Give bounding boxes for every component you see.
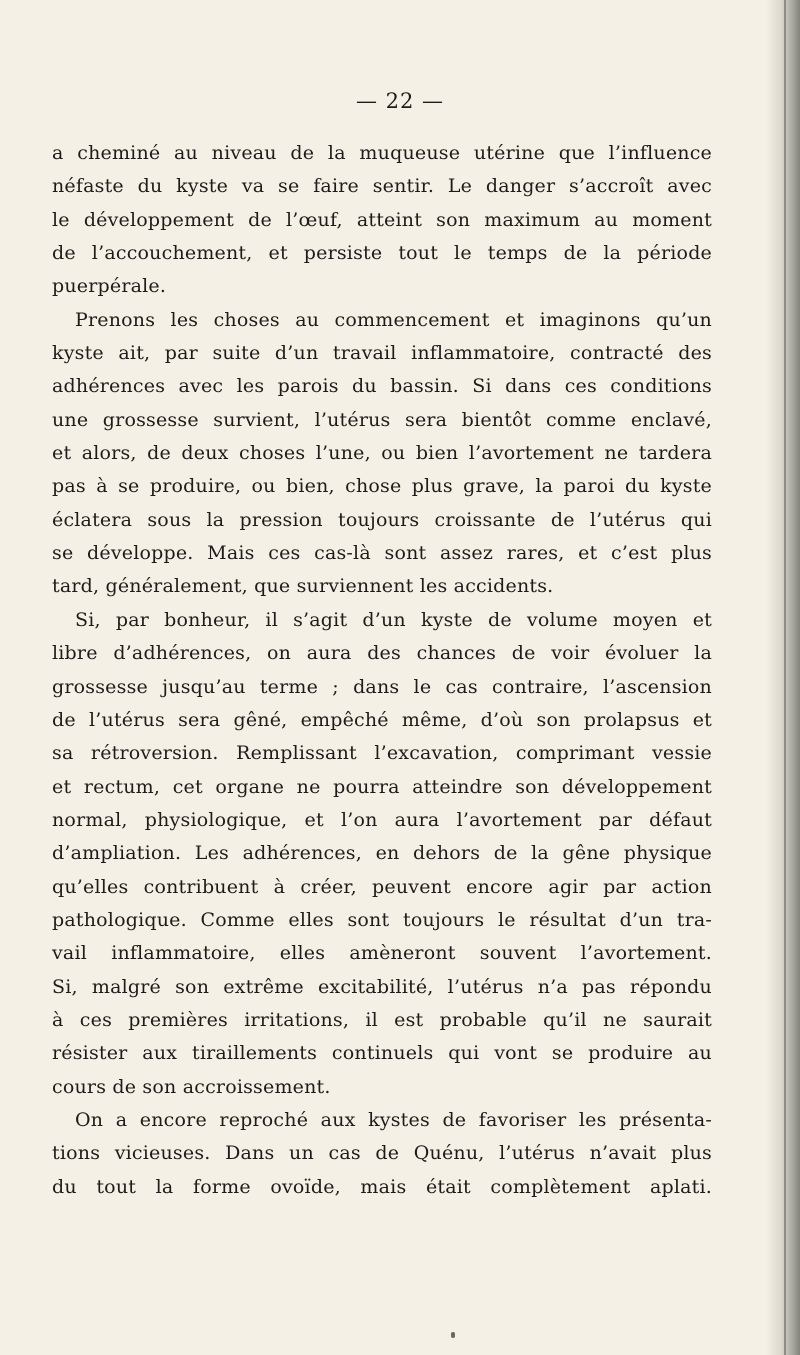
paragraph-1 (52, 137, 712, 304)
text-line: vail inflammatoire, elles amèneront souvent l’avortement. (52, 942, 712, 965)
text-line: de l’accouchement, et persiste tout le temps de la période (52, 242, 712, 265)
text-line: et alors, de deux choses l’une, ou bien l’avortement ne tardera (52, 442, 712, 465)
text-line: éclatera sous la pression toujours croissante de l’utérus qui (52, 508, 712, 531)
text-line: a cheminé au niveau de la muqueuse utérine que l’influence (52, 142, 712, 164)
text-line: Si, malgré son extrême excitabilité, l’utérus n’a pas répondu (52, 975, 712, 998)
text-line: tard, généralement, que surviennent les accidents. (52, 575, 554, 598)
text-line: cours de son accroissement. (52, 1075, 331, 1098)
text-line: pas à se produire, ou bien, chose plus grave, la paroi du kyste (52, 475, 712, 498)
text-line: une grossesse survient, l’utérus sera bientôt comme enclavé, (52, 408, 712, 431)
text-line: tions vicieuses. Dans un cas de Quénu, l’utérus n’avait plus (52, 1142, 712, 1165)
text-line: puerpérale. (52, 275, 167, 298)
text-line: résister aux tiraillements continuels qui vont se produire au (52, 1042, 712, 1065)
body-text (52, 137, 712, 1204)
text-line: de l’utérus sera gêné, empêché même, d’où son prolapsus et (52, 708, 712, 731)
paragraph-4 (52, 1104, 712, 1204)
text-line: normal, physiologique, et l’on aura l’avortement par défaut (52, 808, 712, 831)
text-line: Si, par bonheur, il s’agit d’un kyste de volume moyen et (75, 608, 712, 631)
text-line: néfaste du kyste va se faire sentir. Le danger s’accroît avec (52, 175, 712, 198)
text-line: kyste ait, par suite d’un travail inflammatoire, contracté des (52, 342, 712, 365)
paragraph-2 (52, 304, 712, 604)
text-line: grossesse jusqu’au terme ; dans le cas contraire, l’ascension (52, 675, 712, 698)
text-line: adhérences avec les parois du bassin. Si dans ces conditions (52, 375, 712, 398)
text-line: Prenons les choses au commencement et imaginons qu’un (75, 308, 712, 331)
text-line: se développe. Mais ces cas-là sont assez rares, et c’est plus (52, 542, 712, 565)
text-line: qu’elles contribuent à créer, peuvent encore agir par action (52, 875, 712, 898)
text-line: et rectum, cet organe ne pourra atteindre son développement (52, 775, 712, 798)
text-line: pathologique. Comme elles sont toujours le résultat d’un tra- (52, 908, 712, 931)
page-edge-line (784, 0, 786, 1355)
text-line: du tout la forme ovoïde, mais était complètement aplati. (52, 1175, 712, 1198)
text-line: d’ampliation. Les adhérences, en dehors de la gêne physique (52, 842, 712, 865)
text-line: sa rétroversion. Remplissant l’excavation, comprimant vessie (52, 742, 712, 765)
ink-speck (451, 1332, 455, 1338)
page-edge-shadow (766, 0, 800, 1355)
paragraph-3 (52, 604, 712, 1104)
text-line: à ces premières irritations, il est probable qu’il ne saurait (52, 1008, 712, 1031)
page-number: — 22 — (355, 89, 445, 113)
text-line: le développement de l’œuf, atteint son maximum au moment (52, 208, 712, 231)
text-line: On a encore reproché aux kystes de favoriser les présenta- (75, 1108, 712, 1131)
text-line: libre d’adhérences, on aura des chances de voir évoluer la (52, 642, 712, 665)
